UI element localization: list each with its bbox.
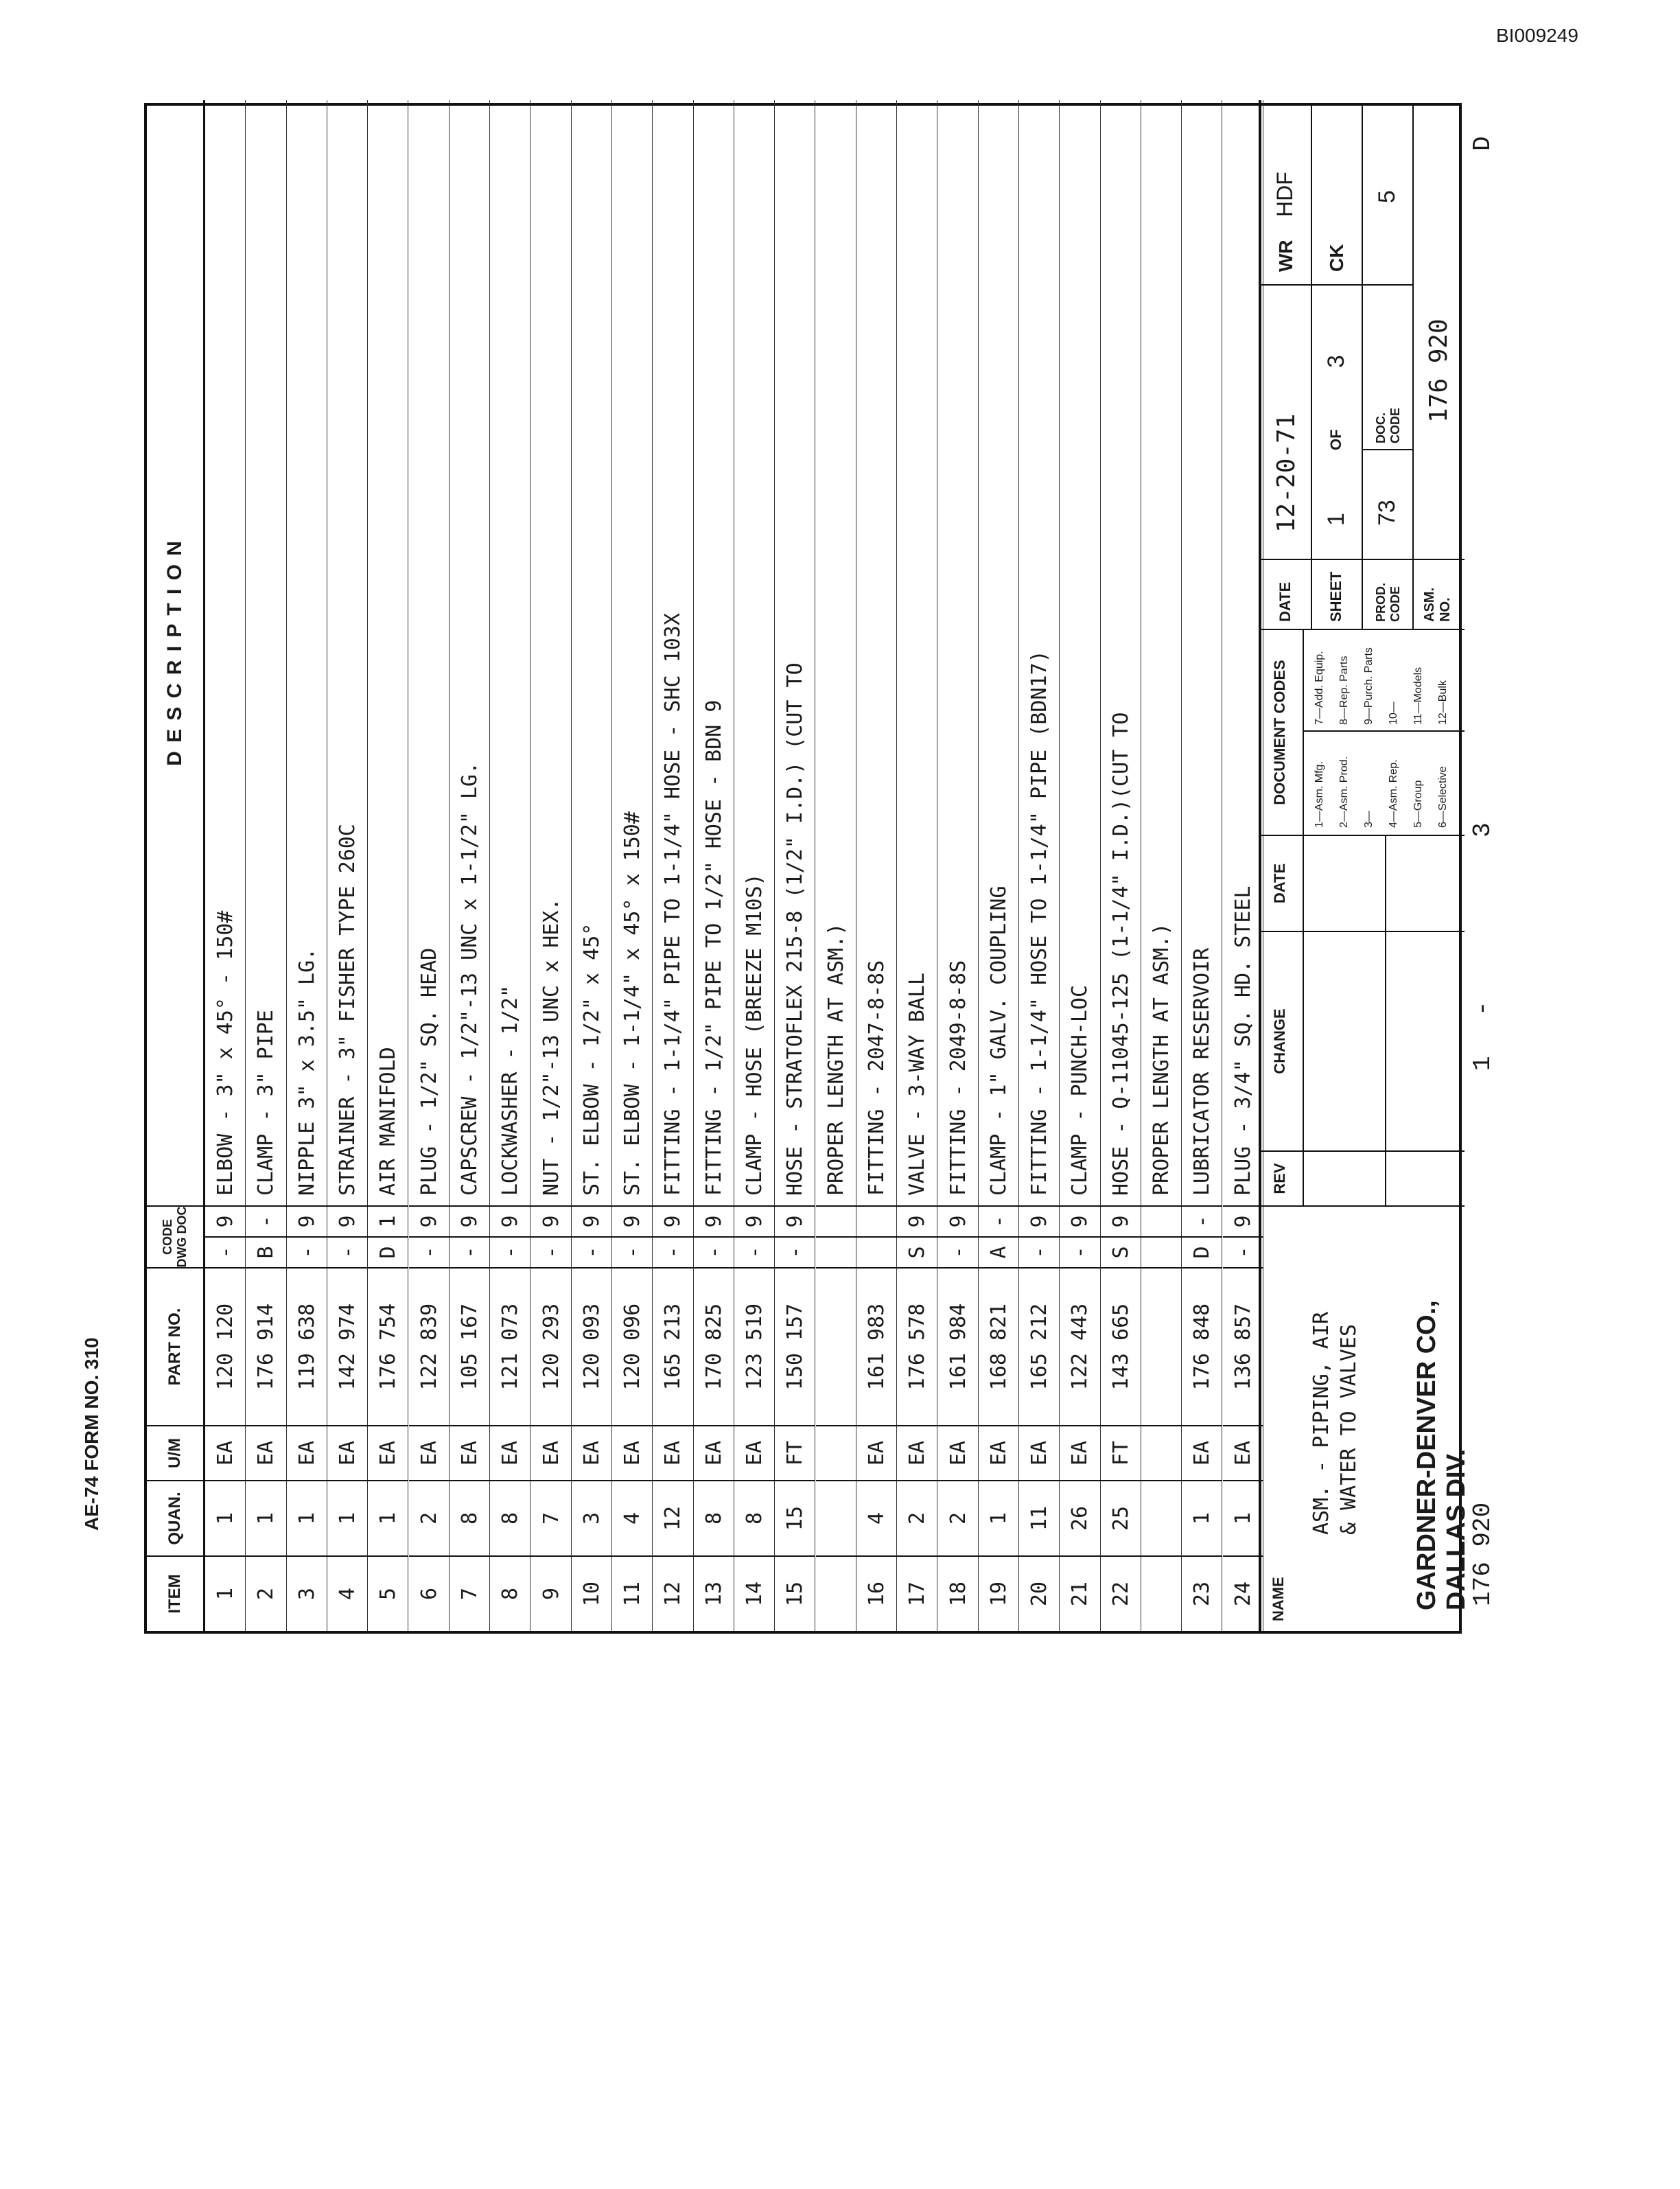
cell-doc: - [246, 1205, 286, 1236]
cell-desc: PLUG - 1/2" SQ. HEAD [417, 947, 441, 1196]
cell-um [1141, 1425, 1182, 1480]
change-column [1261, 931, 1465, 1150]
title-divider [1303, 835, 1304, 1205]
table-row [1101, 100, 1141, 1631]
cell-item: 8 [490, 1555, 530, 1631]
cell-quan: 12 [653, 1480, 693, 1555]
document-code-entry: 4—Asm. Rep. [1388, 759, 1399, 828]
cell-desc: FITTING - 1-1/4" PIPE TO 1-1/4" HOSE - SHC 103X [661, 613, 686, 1196]
of-label: OF [1327, 429, 1344, 450]
document-id: BI009249 [1496, 25, 1578, 46]
cell-item: 24 [1223, 1555, 1263, 1631]
cell-doc: 9 [653, 1205, 693, 1236]
document-code-entry: 3— [1363, 811, 1375, 828]
cell-dwg: - [205, 1236, 246, 1267]
cell-desc: FITTING - 2049-8-8S [946, 960, 970, 1196]
drawing-info [1261, 103, 1465, 629]
cell-desc: LOCKWASHER - 1/2" [498, 984, 523, 1196]
cell-um: EA [856, 1425, 897, 1480]
cell-doc: 9 [287, 1205, 327, 1236]
cell-dwg: - [612, 1236, 653, 1267]
assembly-name-line2: & WATER TO VALVES [1337, 1323, 1361, 1535]
form-number: AE-74 FORM NO. 310 [81, 1337, 102, 1531]
cell-part: 105 167 [450, 1267, 490, 1425]
cell-dwg: S [1101, 1236, 1141, 1267]
prod-code-label: PROD. CODE [1374, 582, 1402, 622]
cell-desc: FITTING - 1/2" PIPE TO 1/2" HOSE - BDN 9 [701, 699, 726, 1196]
cell-item [816, 1555, 856, 1631]
cell-doc: 9 [572, 1205, 612, 1236]
cell-doc: 9 [694, 1205, 734, 1236]
cell-um: EA [572, 1425, 612, 1480]
codes-column-1 [1314, 756, 1462, 828]
cell-part: 120 293 [530, 1267, 571, 1425]
cell-um: EA [205, 1425, 246, 1480]
cell-part: 120 096 [612, 1267, 653, 1425]
date-column [1261, 835, 1465, 931]
table-row [205, 100, 246, 1631]
cell-um: EA [734, 1425, 775, 1480]
rev-label: REV [1271, 1163, 1288, 1194]
cell-part: 143 665 [1101, 1267, 1141, 1425]
cell-item: 22 [1101, 1555, 1141, 1631]
cell-dwg: - [937, 1236, 978, 1267]
cell-um: EA [612, 1425, 653, 1480]
cell-quan: 8 [694, 1480, 734, 1555]
title-divider [1363, 559, 1414, 560]
cell-quan: 1 [287, 1480, 327, 1555]
name-label: NAME [1270, 1577, 1287, 1621]
cell-desc: LUBRICATOR RESERVOIR [1190, 947, 1215, 1196]
header-code-label: CODE [161, 1219, 174, 1255]
cell-doc: 9 [409, 1205, 450, 1236]
cell-dwg: - [530, 1236, 571, 1267]
cell-desc: VALVE - 3-WAY BALL [905, 972, 930, 1196]
cell-item: 20 [1019, 1555, 1060, 1631]
cell-quan: 1 [246, 1480, 286, 1555]
cell-um: EA [530, 1425, 571, 1480]
cell-item: 9 [530, 1555, 571, 1631]
cell-quan: 1 [327, 1480, 368, 1555]
cell-desc: NIPPLE 3" x 3.5" LG. [294, 947, 319, 1196]
strip-rev: D [1469, 136, 1497, 151]
cell-um: FT [1101, 1425, 1141, 1480]
table-row [409, 100, 450, 1631]
cell-quan: 2 [409, 1480, 450, 1555]
cell-desc: NUT - 1/2"-13 UNC x HEX. [539, 898, 563, 1196]
cell-item: 5 [368, 1555, 408, 1631]
cell-dwg [1141, 1236, 1182, 1267]
title-divider [1363, 449, 1414, 450]
cell-quan: 1 [979, 1480, 1019, 1555]
cell-desc: CLAMP - 3" PIPE [254, 1010, 279, 1196]
cell-quan: 4 [612, 1480, 653, 1555]
ck-label: CK [1326, 244, 1347, 272]
cell-quan: 15 [775, 1480, 815, 1555]
cell-doc: 9 [205, 1205, 246, 1236]
header-dwg: DWG [175, 1237, 189, 1268]
drawing-number-strip [1469, 103, 1524, 1634]
header-part-no: PART NO. [147, 1267, 205, 1425]
cell-doc: - [1182, 1205, 1222, 1236]
date-field-label: DATE [1276, 581, 1294, 622]
cell-part: 122 839 [409, 1267, 450, 1425]
document-code-entry: 9—Purch. Parts [1363, 647, 1375, 725]
cell-part: 122 443 [1060, 1267, 1100, 1425]
cell-doc [816, 1205, 856, 1236]
table-row [530, 100, 571, 1631]
codes-column-2 [1314, 647, 1462, 725]
cell-quan: 7 [530, 1480, 571, 1555]
cell-dwg: - [734, 1236, 775, 1267]
cell-dwg: - [327, 1236, 368, 1267]
cell-doc: 9 [612, 1205, 653, 1236]
cell-um: EA [327, 1425, 368, 1480]
cell-um: EA [1182, 1425, 1222, 1480]
cell-desc: CAPSCREW - 1/2"-13 UNC x 1-1/2" LG. [457, 761, 482, 1196]
of-value: 3 [1323, 355, 1349, 368]
cell-item: 16 [856, 1555, 897, 1631]
cell-um: EA [368, 1425, 408, 1480]
table-row [856, 100, 897, 1631]
cell-desc: PLUG - 3/4" SQ. HD. STEEL [1230, 885, 1255, 1196]
cell-part: 119 638 [287, 1267, 327, 1425]
cell-item: 14 [734, 1555, 775, 1631]
cell-dwg: - [450, 1236, 490, 1267]
doc-code-value: 5 [1374, 190, 1400, 203]
table-row [1141, 100, 1182, 1631]
cell-item [1141, 1555, 1182, 1631]
cell-desc: PROPER LENGTH AT ASM.) [824, 923, 848, 1196]
cell-item: 2 [246, 1555, 286, 1631]
cell-doc: - [979, 1205, 1019, 1236]
cell-desc: FITTING - 2047-8-8S [864, 960, 889, 1196]
cell-doc [1141, 1205, 1182, 1236]
header-code [147, 1205, 205, 1267]
cell-um: EA [937, 1425, 978, 1480]
cell-um: EA [653, 1425, 693, 1480]
title-divider [1363, 284, 1414, 286]
cell-item: 19 [979, 1555, 1019, 1631]
rev-column [1261, 1150, 1465, 1205]
cell-um: EA [1060, 1425, 1100, 1480]
table-row [694, 100, 734, 1631]
cell-quan: 2 [897, 1480, 937, 1555]
title-divider [1303, 730, 1465, 732]
cell-quan: 1 [1182, 1480, 1222, 1555]
cell-doc: 9 [490, 1205, 530, 1236]
cell-dwg: B [246, 1236, 286, 1267]
cell-item: 4 [327, 1555, 368, 1631]
strip-of: 3 [1469, 822, 1497, 837]
change-label: CHANGE [1271, 1008, 1288, 1074]
table-row [937, 100, 978, 1631]
cell-dwg: - [1223, 1236, 1263, 1267]
cell-quan: 4 [856, 1480, 897, 1555]
cell-part: 176 754 [368, 1267, 408, 1425]
title-block [1259, 100, 1471, 1631]
table-row [653, 100, 693, 1631]
cell-doc: 9 [775, 1205, 815, 1236]
cell-item: 18 [937, 1555, 978, 1631]
cell-um: EA [694, 1425, 734, 1480]
cell-um: EA [450, 1425, 490, 1480]
cell-item: 12 [653, 1555, 693, 1631]
cell-item: 13 [694, 1555, 734, 1631]
title-divider [1261, 284, 1312, 286]
cell-item: 7 [450, 1555, 490, 1631]
cell-item: 15 [775, 1555, 815, 1631]
cell-item: 11 [612, 1555, 653, 1631]
date-row [1261, 103, 1312, 629]
cell-quan: 11 [1019, 1480, 1060, 1555]
cell-um: EA [287, 1425, 327, 1480]
cell-um: EA [490, 1425, 530, 1480]
table-row [1182, 100, 1222, 1631]
cell-item: 3 [287, 1555, 327, 1631]
table-row [327, 100, 368, 1631]
cell-doc: 9 [897, 1205, 937, 1236]
table-row [246, 100, 286, 1631]
cell-desc: CLAMP - PUNCH-LOC [1068, 984, 1093, 1196]
header-doc: DOC [175, 1206, 189, 1234]
table-row [490, 100, 530, 1631]
cell-desc: HOSE - STRATOFLEX 215-8 (1/2" I.D.) (CUT TO [783, 662, 808, 1196]
asm-no-value: 176 920 [1425, 318, 1453, 423]
cell-part: 123 519 [734, 1267, 775, 1425]
cell-doc: 9 [1223, 1205, 1263, 1236]
cell-part: 176 914 [246, 1267, 286, 1425]
cell-part: 120 120 [205, 1267, 246, 1425]
cell-doc: 9 [450, 1205, 490, 1236]
cell-part: 150 157 [775, 1267, 815, 1425]
cell-dwg: S [897, 1236, 937, 1267]
cell-desc: ELBOW - 3" x 45° - 150# [213, 910, 238, 1196]
table-row [450, 100, 490, 1631]
cell-um [816, 1425, 856, 1480]
sheet-row [1312, 103, 1363, 629]
wr-value: HDF [1272, 172, 1297, 217]
cell-dwg [816, 1236, 856, 1267]
header-quan: QUAN. [147, 1480, 205, 1555]
title-divider [1414, 559, 1465, 560]
cell-part [1141, 1267, 1182, 1425]
cell-quan: 1 [1223, 1480, 1263, 1555]
table-row [1060, 100, 1100, 1631]
cell-dwg: - [694, 1236, 734, 1267]
document-code-entry: 6—Selective [1437, 766, 1449, 828]
cell-doc: 9 [1101, 1205, 1141, 1236]
cell-quan [816, 1480, 856, 1555]
cell-item: 17 [897, 1555, 937, 1631]
cell-um: EA [897, 1425, 937, 1480]
cell-item: 21 [1060, 1555, 1100, 1631]
wr-label: WR [1275, 240, 1296, 272]
cell-part: 121 073 [490, 1267, 530, 1425]
cell-dwg: D [368, 1236, 408, 1267]
cell-part: 176 848 [1182, 1267, 1222, 1425]
table-row [734, 100, 775, 1631]
sheet-label: SHEET [1327, 571, 1344, 622]
code-row [1363, 103, 1414, 629]
cell-dwg: A [979, 1236, 1019, 1267]
assembly-name-line1: ASM. - PIPING, AIR [1309, 1311, 1333, 1535]
table-row [897, 100, 937, 1631]
document-code-entry: 2—Asm. Prod. [1338, 756, 1350, 828]
document-code-entry: 11—Models [1412, 667, 1424, 725]
cell-quan: 1 [368, 1480, 408, 1555]
cell-dwg [856, 1236, 897, 1267]
cell-dwg: - [1060, 1236, 1100, 1267]
doc-code-label: DOC. CODE [1374, 407, 1402, 443]
cell-desc: CLAMP - HOSE (BREEZE M10S) [743, 873, 767, 1196]
cell-desc: ST. ELBOW - 1/2" x 45° [579, 923, 604, 1196]
cell-doc: 9 [1060, 1205, 1100, 1236]
cell-um: EA [1223, 1425, 1263, 1480]
document-code-entry: 10— [1388, 702, 1399, 725]
document-code-entry: 8—Rep. Parts [1338, 656, 1350, 725]
table-row [368, 100, 408, 1631]
cell-part: 161 984 [937, 1267, 978, 1425]
cell-part: 168 821 [979, 1267, 1019, 1425]
asm-row [1414, 103, 1465, 629]
date-value: 12-20-71 [1272, 413, 1300, 533]
cell-dwg: - [287, 1236, 327, 1267]
cell-doc: 1 [368, 1205, 408, 1236]
cell-quan: 8 [450, 1480, 490, 1555]
cell-quan: 1 [205, 1480, 246, 1555]
cell-part: 165 212 [1019, 1267, 1060, 1425]
cell-quan [1141, 1480, 1182, 1555]
cell-doc: 9 [734, 1205, 775, 1236]
document-codes [1261, 629, 1465, 835]
cell-um: EA [1019, 1425, 1060, 1480]
cell-dwg: - [572, 1236, 612, 1267]
cell-desc: AIR MANIFOLD [376, 1047, 401, 1196]
cell-quan: 2 [937, 1480, 978, 1555]
table-row [1019, 100, 1060, 1631]
cell-um: EA [409, 1425, 450, 1480]
cell-desc: ST. ELBOW - 1-1/4" x 45° x 150# [620, 811, 645, 1196]
table-row [612, 100, 653, 1631]
document-code-entry: 5—Group [1412, 780, 1424, 828]
cell-quan: 3 [572, 1480, 612, 1555]
cell-dwg: - [409, 1236, 450, 1267]
cell-part: 120 093 [572, 1267, 612, 1425]
title-divider [1303, 629, 1304, 835]
cell-dwg: D [1182, 1236, 1222, 1267]
cell-um: EA [979, 1425, 1019, 1480]
cell-part: 176 578 [897, 1267, 937, 1425]
document-code-entry: 7—Add. Equip. [1314, 651, 1325, 725]
prod-code-value: 73 [1374, 500, 1400, 526]
cell-part: 165 213 [653, 1267, 693, 1425]
cell-item: 10 [572, 1555, 612, 1631]
title-divider [1385, 835, 1386, 1205]
table-row [775, 100, 815, 1631]
cell-dwg: - [775, 1236, 815, 1267]
table-row [287, 100, 327, 1631]
cell-doc: 9 [530, 1205, 571, 1236]
cell-quan: 8 [490, 1480, 530, 1555]
strip-dash: - [1469, 1001, 1497, 1016]
cell-part: 142 974 [327, 1267, 368, 1425]
title-divider [1312, 284, 1363, 286]
header-dwg-doc [175, 1206, 189, 1267]
cell-desc: STRAINER - 3" FISHER TYPE 260C [336, 824, 360, 1196]
cell-um: EA [246, 1425, 286, 1480]
document-codes-label: DOCUMENT CODES [1271, 660, 1288, 805]
cell-quan: 25 [1101, 1480, 1141, 1555]
cell-dwg: - [490, 1236, 530, 1267]
cell-desc: PROPER LENGTH AT ASM.) [1150, 923, 1174, 1196]
strip-sheet: 1 [1469, 1056, 1497, 1071]
cell-quan: 26 [1060, 1480, 1100, 1555]
form-frame [144, 103, 1471, 1634]
title-divider [1312, 559, 1363, 560]
sheet-value: 1 [1323, 513, 1349, 526]
cell-part: 170 825 [694, 1267, 734, 1425]
strip-asm-no: 176 920 [1469, 1502, 1497, 1606]
table-row [572, 100, 612, 1631]
cell-desc: HOSE - Q-11045-125 (1-1/4" I.D.)(CUT TO [1108, 712, 1133, 1196]
cell-desc: FITTING - 1-1/4" HOSE TO 1-1/4" PIPE (BDN17) [1027, 650, 1052, 1196]
cell-part: 161 983 [856, 1267, 897, 1425]
cell-quan: 8 [734, 1480, 775, 1555]
cell-dwg: - [653, 1236, 693, 1267]
document-code-entry: 1—Asm. Mfg. [1314, 761, 1325, 828]
title-divider [1261, 559, 1312, 560]
cell-desc: CLAMP - 1" GALV. COUPLING [986, 885, 1011, 1196]
asm-no-label: ASM. NO. [1422, 588, 1453, 622]
cell-item: 6 [409, 1555, 450, 1631]
cell-um: FT [775, 1425, 815, 1480]
header-um: U/M [147, 1425, 205, 1480]
table-row [816, 100, 856, 1631]
table-row [979, 100, 1019, 1631]
table-row [1223, 100, 1263, 1631]
cell-dwg: - [1019, 1236, 1060, 1267]
header-item: ITEM [147, 1555, 205, 1631]
cell-doc: 9 [1019, 1205, 1060, 1236]
cell-doc [856, 1205, 897, 1236]
cell-item: 1 [205, 1555, 246, 1631]
parts-list-form [144, 103, 1565, 1634]
name-area [1261, 1205, 1471, 1631]
date-label: DATE [1271, 863, 1288, 904]
cell-part [816, 1267, 856, 1425]
cell-doc: 9 [327, 1205, 368, 1236]
header-description: D E S C R I P T I O N [147, 100, 205, 1205]
cell-item: 23 [1182, 1555, 1222, 1631]
company-name: GARDNER-DENVER CO., DALLAS DIV. [1412, 1300, 1471, 1610]
cell-part: 136 857 [1223, 1267, 1263, 1425]
document-code-entry: 12—Bulk [1437, 680, 1449, 725]
cell-doc: 9 [937, 1205, 978, 1236]
